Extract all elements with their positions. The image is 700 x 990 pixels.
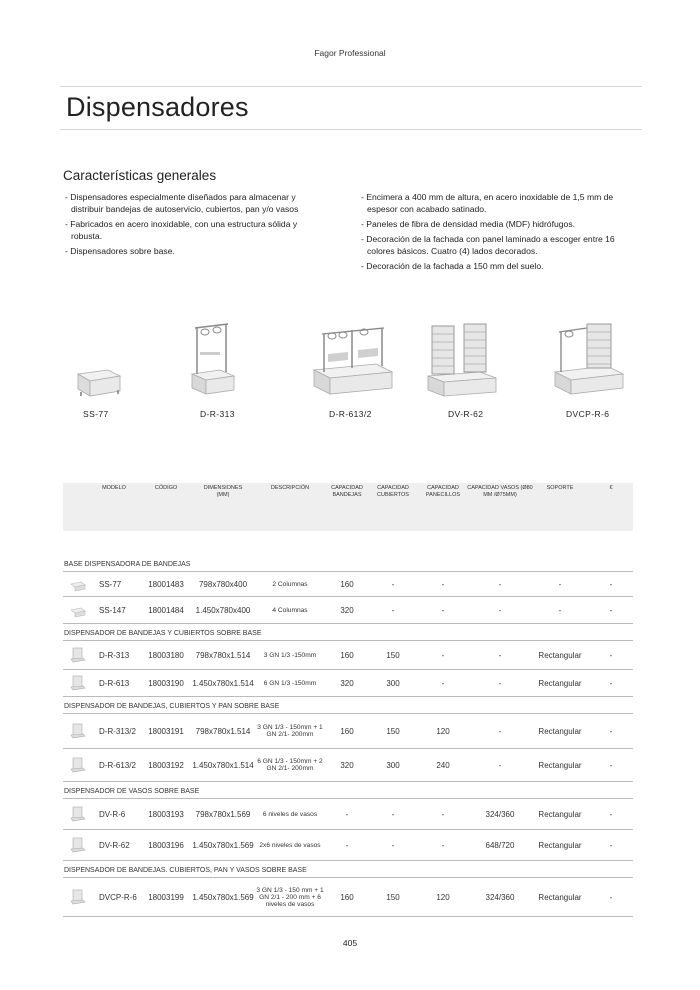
cell-modelo: D-R-313/2 bbox=[99, 726, 136, 736]
cell-desc: 6 niveles de vasos bbox=[262, 810, 318, 818]
tray-base-thumb-icon bbox=[69, 575, 87, 593]
features-right-column bbox=[359, 191, 629, 274]
cell-codigo: 18003199 bbox=[148, 892, 184, 902]
cell-panecillos: 240 bbox=[436, 760, 450, 770]
cell-panecillos: 120 bbox=[436, 892, 450, 902]
product-label: D-R-613/2 bbox=[329, 409, 372, 419]
table-header bbox=[63, 483, 633, 531]
cell-vasos: 648/720 bbox=[485, 840, 515, 850]
cell-soporte: Rectangular bbox=[538, 840, 582, 850]
cell-bandejas: 160 bbox=[340, 892, 354, 902]
table-row bbox=[63, 749, 633, 782]
header-descripcion: DESCRIPCIÓN bbox=[270, 485, 310, 491]
cell-bandejas: 160 bbox=[340, 726, 354, 736]
cell-cubiertos: - bbox=[391, 605, 395, 615]
features-left-column bbox=[63, 191, 325, 260]
table-group-title: DISPENSADOR DE BANDEJAS. CUBIERTOS, PAN Y VASOS SOBRE BASE bbox=[63, 864, 633, 878]
tray-bread-dispenser-thumb-icon bbox=[69, 756, 87, 774]
cell-vasos: - bbox=[498, 726, 502, 736]
cell-dim: 1.450x780x1.569 bbox=[192, 840, 254, 850]
product-label: DV-R-62 bbox=[448, 409, 484, 419]
cell-vasos: - bbox=[498, 678, 502, 688]
cell-desc: 6 GN 1/3 -150mm bbox=[263, 679, 317, 687]
glass-dispenser-thumb-icon bbox=[69, 836, 87, 854]
cell-desc: 2x6 niveles de vasos bbox=[259, 841, 321, 849]
cell-soporte: - bbox=[558, 605, 562, 615]
cell-cubiertos: - bbox=[391, 579, 395, 589]
header-cap-vasos: CAPACIDAD VASOS (Ø80 MM /Ø75MM) bbox=[467, 485, 533, 498]
cell-extra: - bbox=[609, 579, 613, 589]
cell-extra: - bbox=[609, 809, 613, 819]
tray-dispenser-thumb-icon bbox=[69, 646, 87, 664]
cell-vasos: - bbox=[498, 605, 502, 615]
cell-modelo: DV-R-6 bbox=[99, 809, 126, 819]
tray-base-thumb-icon bbox=[69, 601, 87, 619]
cell-desc: 3 GN 1/3 - 150 mm + 1 GN 2/1 - 200 mm + 6 niveles de vasos bbox=[256, 886, 324, 908]
cell-modelo: D-R-613 bbox=[99, 678, 130, 688]
cell-soporte: Rectangular bbox=[538, 892, 582, 902]
cell-cubiertos: 150 bbox=[386, 892, 400, 902]
feature-item: - Decoración de la fachada a 150 mm del suelo. bbox=[361, 260, 544, 271]
cell-extra: - bbox=[609, 892, 613, 902]
cell-codigo: 18003190 bbox=[148, 678, 184, 688]
feature-item: - Encimera a 400 mm de altura, en acero inoxidable de 1,5 mm de espesor con acabado satinado. bbox=[361, 192, 614, 215]
cell-dim: 1.450x780x1.514 bbox=[192, 678, 254, 688]
table-group-title: DISPENSADOR DE BANDEJAS Y CUBIERTOS SOBRE BASE bbox=[63, 627, 633, 641]
feature-item: - Decoración de la fachada con panel laminado a escoger entre 16 colores básicos. Cuatro (4) lados decorados. bbox=[361, 233, 615, 256]
cell-codigo: 18003193 bbox=[148, 809, 184, 819]
cell-dim: 798x780x400 bbox=[198, 579, 248, 589]
cell-cubiertos: 300 bbox=[386, 678, 400, 688]
header-cap-cubiertos: CAPACIDAD CUBIERTOS bbox=[377, 485, 409, 498]
cell-panecillos: - bbox=[441, 678, 445, 688]
tray-dispenser-icon bbox=[186, 318, 240, 400]
product-label: DVCP-R-6 bbox=[566, 409, 610, 419]
cell-bandejas: 320 bbox=[340, 605, 354, 615]
cell-modelo: SS-147 bbox=[99, 605, 126, 615]
cell-desc: 3 GN 1/3 - 150mm + 1 GN 2/1- 200mm bbox=[257, 724, 323, 738]
glass-rack-icon bbox=[424, 320, 500, 400]
feature-item: - Fabricados en acero inoxidable, con una estructura sólida y robusta. bbox=[65, 218, 298, 242]
cell-panecillos: - bbox=[441, 650, 445, 660]
cell-vasos: - bbox=[498, 760, 502, 770]
cell-extra: - bbox=[609, 678, 613, 688]
cell-soporte: Rectangular bbox=[538, 678, 582, 688]
cell-desc: 6 GN 1/3 - 150mm + 2 GN 2/1- 200mm bbox=[257, 758, 323, 772]
cell-extra: - bbox=[609, 760, 613, 770]
product-label: SS-77 bbox=[83, 409, 109, 419]
cell-codigo: 18001483 bbox=[148, 579, 184, 589]
cell-codigo: 18003192 bbox=[148, 760, 184, 770]
cell-cubiertos: 150 bbox=[386, 726, 400, 736]
feature-item: - Dispensadores sobre base. bbox=[65, 245, 175, 256]
cell-vasos: 324/360 bbox=[485, 892, 515, 902]
table-row bbox=[63, 572, 633, 597]
cell-codigo: 18003180 bbox=[148, 650, 184, 660]
table-row bbox=[63, 799, 633, 830]
cell-modelo: D-R-613/2 bbox=[99, 760, 136, 770]
page-number: 405 bbox=[342, 938, 358, 948]
features-title: Características generales bbox=[63, 168, 217, 183]
cell-soporte: - bbox=[558, 579, 562, 589]
feature-item: - Dispensadores especialmente diseñados para almacenar y distribuir bandejas de autoservicio, cubiertos, pan y/o vasos bbox=[65, 192, 299, 215]
cell-modelo: DV-R-62 bbox=[99, 840, 130, 850]
cell-panecillos: - bbox=[441, 809, 445, 819]
cell-bandejas: 320 bbox=[340, 760, 354, 770]
cell-codigo: 18003196 bbox=[148, 840, 184, 850]
combo-dispenser-thumb-icon bbox=[69, 888, 87, 906]
product-label: D-R-313 bbox=[200, 409, 235, 419]
header-soporte: SOPORTE bbox=[546, 485, 574, 491]
cell-vasos: - bbox=[498, 650, 502, 660]
cell-dim: 798x780x1.569 bbox=[195, 809, 251, 819]
cell-extra: - bbox=[609, 650, 613, 660]
header-codigo: CÓDIGO bbox=[154, 485, 178, 491]
header-cap-bandejas: CAPACIDAD BANDEJAS bbox=[331, 485, 363, 498]
double-dispenser-icon bbox=[310, 320, 396, 400]
cell-codigo: 18003191 bbox=[148, 726, 184, 736]
cell-extra: - bbox=[609, 840, 613, 850]
cell-vasos: 324/360 bbox=[485, 809, 515, 819]
table-group-title: DISPENSADOR DE VASOS SOBRE BASE bbox=[63, 785, 633, 799]
cell-dim: 798x780x1.514 bbox=[195, 650, 251, 660]
glass-dispenser-thumb-icon bbox=[69, 805, 87, 823]
header-dimensiones: DIMENSIONES (MM) bbox=[203, 485, 243, 498]
table-row bbox=[63, 714, 633, 749]
brand-header: Fagor Professional bbox=[314, 48, 386, 58]
cell-cubiertos: 300 bbox=[386, 760, 400, 770]
table-group-title: DISPENSADOR DE BANDEJAS, CUBIERTOS Y PAN SOBRE BASE bbox=[63, 700, 633, 714]
header-cap-panecillos: CAPACIDAD PANECILLOS bbox=[425, 485, 461, 498]
header-extra: € bbox=[609, 485, 613, 491]
cell-vasos: - bbox=[498, 579, 502, 589]
cell-bandejas: 160 bbox=[340, 579, 354, 589]
tray-dispenser-thumb-icon bbox=[69, 674, 87, 692]
table-row bbox=[63, 670, 633, 697]
cell-soporte: Rectangular bbox=[538, 809, 582, 819]
cell-dim: 1.450x780x1.569 bbox=[192, 892, 254, 902]
cell-extra: - bbox=[609, 726, 613, 736]
cell-dim: 1.450x780x400 bbox=[195, 605, 251, 615]
cell-modelo: SS-77 bbox=[99, 579, 122, 589]
cell-desc: 4 Columnas bbox=[272, 606, 308, 614]
cell-modelo: D-R-313 bbox=[99, 650, 130, 660]
cell-dim: 1.450x780x1.514 bbox=[192, 760, 254, 770]
cell-codigo: 18001484 bbox=[148, 605, 184, 615]
combo-dispenser-icon bbox=[551, 320, 627, 400]
table-body bbox=[63, 558, 633, 917]
header-modelo: MODELO bbox=[102, 485, 126, 491]
cell-cubiertos: 150 bbox=[386, 650, 400, 660]
products-table bbox=[63, 483, 633, 917]
cell-desc: 2 Columnas bbox=[272, 580, 308, 588]
cell-bandejas: 320 bbox=[340, 678, 354, 688]
cell-soporte: Rectangular bbox=[538, 760, 582, 770]
table-row bbox=[63, 641, 633, 670]
cell-panecillos: 120 bbox=[436, 726, 450, 736]
cell-soporte: Rectangular bbox=[538, 726, 582, 736]
cell-extra: - bbox=[609, 605, 613, 615]
cell-panecillos: - bbox=[441, 840, 445, 850]
cell-bandejas: - bbox=[345, 840, 349, 850]
tray-bread-dispenser-thumb-icon bbox=[69, 722, 87, 740]
table-group-title: BASE DISPENSADORA DE BANDEJAS bbox=[63, 558, 633, 572]
tray-base-icon bbox=[72, 362, 124, 402]
table-row bbox=[63, 597, 633, 624]
feature-item: - Paneles de fibra de densidad media (MDF) hidrófugos. bbox=[361, 218, 576, 229]
cell-bandejas: - bbox=[345, 809, 349, 819]
cell-modelo: DVCP-R-6 bbox=[99, 892, 137, 902]
header-spacer bbox=[63, 531, 633, 558]
table-row bbox=[63, 830, 633, 861]
cell-dim: 798x780x1.514 bbox=[195, 726, 251, 736]
cell-panecillos: - bbox=[441, 579, 445, 589]
cell-bandejas: 160 bbox=[340, 650, 354, 660]
cell-cubiertos: - bbox=[391, 809, 395, 819]
cell-desc: 3 GN 1/3 -150mm bbox=[263, 651, 317, 659]
table-row bbox=[63, 878, 633, 917]
cell-cubiertos: - bbox=[391, 840, 395, 850]
cell-panecillos: - bbox=[441, 605, 445, 615]
title-divider bbox=[60, 129, 642, 130]
page-title: Dispensadores bbox=[66, 92, 249, 122]
header-divider bbox=[60, 86, 642, 87]
cell-soporte: Rectangular bbox=[538, 650, 582, 660]
